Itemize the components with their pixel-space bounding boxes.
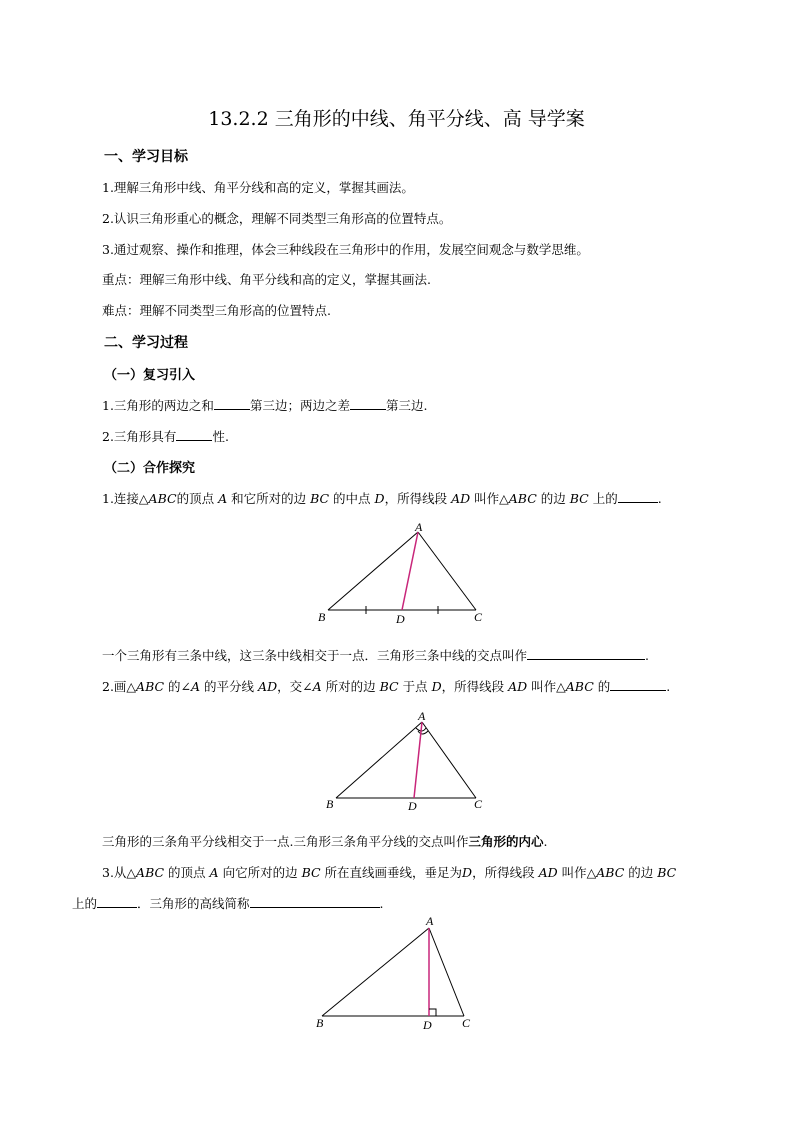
q3-line2-a: 上的 (72, 896, 98, 911)
fig1-label-b: B (318, 610, 326, 624)
q1-bc: BC (310, 491, 330, 506)
fig1-label-c: C (474, 610, 483, 624)
fig1-label-a: A (415, 520, 423, 534)
review-q2-text-b: 性. (212, 429, 229, 444)
q1-t5: ，所得线段 (384, 491, 448, 506)
bisector-note-end: . (543, 834, 548, 849)
median-note-text: 一个三角形有三条中线，这三条中线相交于一点．三角形三条中线的交点叫作 (102, 648, 528, 663)
figure-angle-bisector (318, 706, 493, 816)
goal-item-3: 3.通过观察、操作和推理，体会三种线段在三角形中的作用，发展空间观念与数学思维。 (102, 242, 589, 257)
q2-t2: 的∠ (168, 679, 192, 694)
q2-t9: 的 (597, 679, 611, 694)
q1-abc2: ABC (508, 491, 537, 506)
goal-item-1: 1.理解三角形中线、角平分线和高的定义，掌握其画法。 (102, 180, 414, 195)
goal-item-2: 2.认识三角形重心的概念，理解不同类型三角形高的位置特点。 (102, 211, 452, 226)
q1-t3: 和它所对的边 (231, 491, 307, 506)
q3-t3: 向它所对的边 (222, 865, 298, 880)
answer-blank[interactable] (97, 894, 137, 908)
q1-t7: 的边 (540, 491, 566, 506)
q2-t3: 的平分线 (204, 679, 255, 694)
q1-abc: ABC (148, 491, 177, 506)
q1-d: D (374, 491, 385, 506)
q3-ad: AD (538, 865, 558, 880)
bisector-note (102, 832, 547, 850)
median-note (102, 646, 649, 664)
answer-blank[interactable] (527, 646, 645, 660)
right-angle-mark (429, 1009, 436, 1016)
answer-blank[interactable] (350, 396, 386, 410)
q1-a: A (218, 491, 228, 506)
q3-t1: 3.从△ (102, 865, 137, 880)
explore-heading: （二）合作探究 (104, 461, 196, 476)
q3-d: D (462, 865, 473, 880)
review-q2-text-a: 2.三角形具有 (102, 429, 177, 444)
fig3-label-b: B (316, 1016, 324, 1030)
explore-question-1 (102, 489, 662, 507)
review-heading: （一）复习引入 (104, 368, 196, 383)
q2-abc2: ABC (565, 679, 594, 694)
section2-heading: 二、学习过程 (104, 335, 188, 351)
q3-t5: ，所得线段 (472, 865, 535, 880)
fig2-label-a: A (418, 709, 426, 723)
q1-end: . (657, 491, 662, 506)
answer-blank[interactable] (618, 489, 658, 503)
review-question-2 (102, 427, 229, 445)
explore-question-2 (102, 677, 670, 695)
q3-a: A (209, 865, 219, 880)
incenter-term: 三角形的内心 (468, 834, 544, 849)
bisector-note-text: 三角形的三条角平分线相交于一点.三角形三条角平分线的交点叫作 (102, 834, 469, 849)
q2-t6: 于点 (402, 679, 428, 694)
review-q1-text-b: 第三边；两边之差 (249, 398, 350, 413)
q2-abc: ABC (136, 679, 165, 694)
q1-t6: 叫作△ (474, 491, 509, 506)
q1-t4: 的中点 (333, 491, 371, 506)
q2-a2: A (312, 679, 322, 694)
fig3-label-d: D (423, 1018, 432, 1032)
answer-blank[interactable] (214, 396, 250, 410)
q2-bc: BC (379, 679, 399, 694)
q1-t2: 的顶点 (176, 491, 215, 506)
fig1-label-d: D (396, 612, 405, 626)
answer-blank[interactable] (250, 894, 380, 908)
q1-bc2: BC (569, 491, 589, 506)
q3-t2: 的顶点 (168, 865, 206, 880)
q2-ad2: AD (508, 679, 528, 694)
q2-a: A (191, 679, 201, 694)
q2-ad: AD (258, 679, 278, 694)
explore-question-3-cont (72, 894, 384, 912)
answer-blank[interactable] (610, 677, 666, 691)
answer-blank[interactable] (176, 427, 212, 441)
q2-t5: 所对的边 (325, 679, 376, 694)
fig2-label-d: D (408, 799, 417, 813)
q3-t7: 的边 (628, 865, 654, 880)
q2-t4: ，交∠ (277, 679, 313, 694)
review-q1-text-a: 1.三角形的两边之和 (102, 398, 214, 413)
review-question-1 (102, 396, 427, 414)
difficulty: 难点：理解不同类型三角形高的位置特点. (102, 303, 331, 318)
q3-line2-b: ．三角形的高线简称 (137, 896, 250, 911)
q3-bc2: BC (657, 865, 677, 880)
q3-end: . (379, 896, 384, 911)
q3-bc: BC (301, 865, 321, 880)
q1-t1: 1.连接△ (102, 491, 149, 506)
figure-median (310, 518, 500, 628)
q2-t8: 叫作△ (531, 679, 566, 694)
q3-abc2: ABC (596, 865, 625, 880)
q1-ad: AD (451, 491, 471, 506)
q2-t1: 2.画△ (102, 679, 137, 694)
q2-d: D (431, 679, 442, 694)
q2-end: . (666, 679, 671, 694)
page-title: 13.2.2 三角形的中线、角平分线、高 导学案 (208, 108, 585, 130)
key-point: 重点：理解三角形中线、角平分线和高的定义，掌握其画法. (102, 272, 431, 287)
q1-t8: 上的 (592, 491, 618, 506)
q3-abc: ABC (136, 865, 165, 880)
figure-altitude (308, 912, 483, 1037)
fig2-label-c: C (474, 797, 483, 811)
explore-question-3 (102, 863, 676, 881)
fig3-label-c: C (462, 1016, 471, 1030)
section1-heading: 一、学习目标 (104, 149, 188, 165)
fig3-label-a: A (426, 914, 434, 928)
median-note-end: . (645, 648, 649, 663)
q2-t7: ，所得线段 (441, 679, 505, 694)
fig2-label-b: B (326, 797, 334, 811)
bisector-segment (414, 722, 422, 798)
q3-t4: 所在直线画垂线，垂足为 (324, 865, 463, 880)
review-q1-text-c: 第三边. (385, 398, 428, 413)
q3-t6: 叫作△ (561, 865, 597, 880)
